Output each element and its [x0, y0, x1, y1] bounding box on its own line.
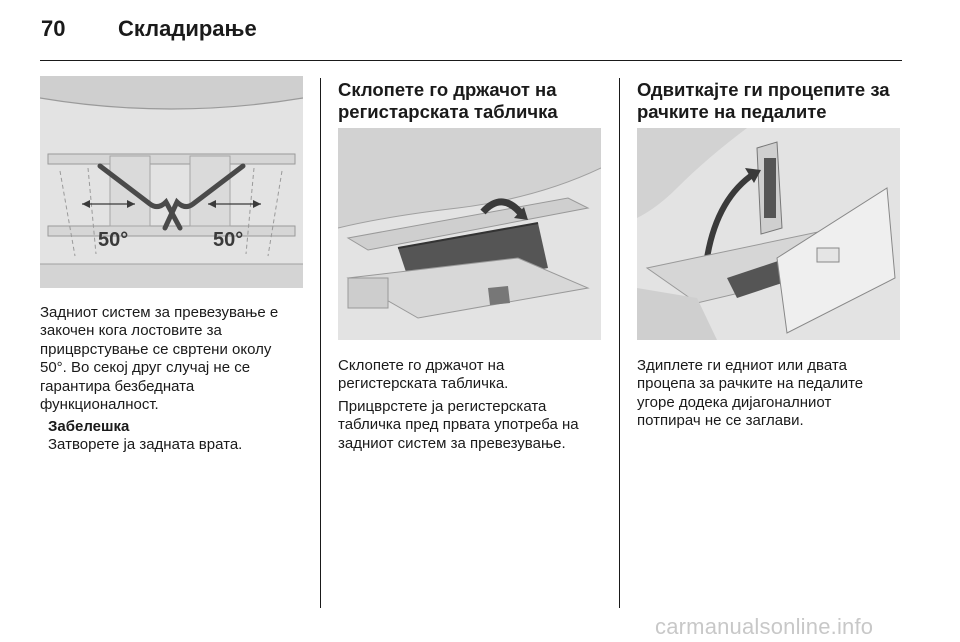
text-line: Задниот систем за превезување е: [40, 304, 279, 321]
pedal-slots-instructions: [637, 357, 907, 431]
text-line: потпирач не се заглави.: [637, 412, 804, 430]
angle-label-right: 50°: [213, 229, 244, 251]
text-line: закочен кога лостовите за: [40, 322, 222, 340]
page-number: 70: [41, 16, 66, 41]
license-plate-holder-illustration: [338, 128, 601, 340]
text-line: прицврстување се свртени околу: [40, 340, 272, 358]
text-line: 50°. Во секој друг случај не се: [40, 359, 251, 377]
note-label: Забелешка: [48, 418, 130, 435]
column-divider-2: [619, 78, 620, 608]
text-line: задниот систем за превезување.: [338, 434, 566, 452]
text-line: функционалност.: [40, 396, 159, 414]
locking-levers-illustration: [40, 76, 303, 288]
text-line: Здиплете ги едниот или двата: [637, 357, 847, 374]
license-plate-instructions-2: [338, 398, 613, 453]
page-title: Складирање: [118, 16, 257, 41]
watermark: carmanualsonline.info: [655, 614, 874, 639]
section-heading-license-plate: Склопете го држачот на регистарската табличка: [338, 79, 558, 122]
pedal-slots-illustration: [637, 128, 900, 340]
text-line: угоре додека дијагоналниот: [637, 393, 832, 411]
note-block: [48, 418, 310, 455]
text-line: процепа за рачките на педалите: [637, 375, 864, 393]
text-line: Склопете го држачот на: [338, 357, 505, 374]
text-line: регистерската табличка.: [338, 375, 509, 393]
column-divider-1: [320, 78, 321, 608]
license-plate-instructions-1: [338, 357, 613, 394]
text-line: табличка пред првата употреба на: [338, 416, 579, 434]
locking-description: [40, 304, 310, 414]
header-divider: [40, 60, 902, 61]
angle-label-left: 50°: [98, 229, 129, 251]
text-line: Прицврстете ја регистерската: [338, 398, 547, 415]
section-heading-pedal-slots: Одвиткајте ги процепите за рачките на педалите: [637, 79, 890, 122]
note-text: Затворете ја задната врата.: [48, 436, 243, 454]
text-line: гарантира безбедната: [40, 377, 195, 395]
